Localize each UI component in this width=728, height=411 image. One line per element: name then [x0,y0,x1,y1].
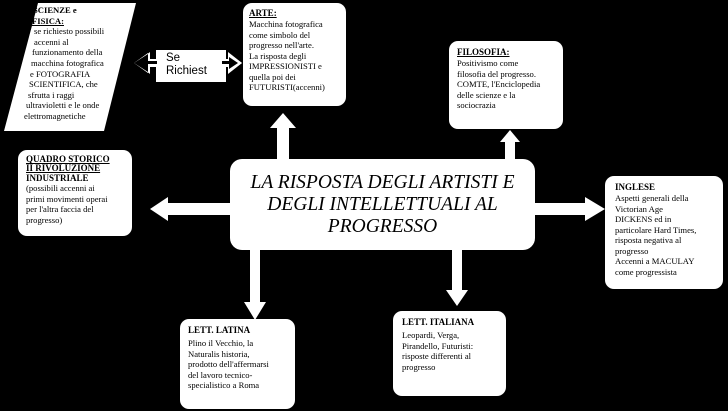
arte-line: quella poi dei [249,71,296,82]
se-richiest-line1: Se [166,52,181,64]
italiana-title: LETT. ITALIANA [402,317,475,327]
arte-title: ARTE: [249,8,277,18]
quadro-line: progresso) [26,215,63,225]
filosofia-line: sociocrazia [457,100,496,111]
quadro-title-line: II RIVOLUZIONE [26,163,101,174]
latina-title: LETT. LATINA [188,325,251,335]
scienze-line: e FOTOGRAFIA [30,68,91,79]
filosofia-title: FILOSOFIA: [457,47,510,57]
se-richiest-label [156,50,226,82]
italiana-box [393,311,506,396]
inglese-line: DICKENS ed in [615,214,672,225]
latina-line: prodotto dell'affermarsi [188,359,269,370]
latina-box [180,319,295,409]
inglese-box [605,176,723,289]
arte-line: La risposta degli [249,50,307,61]
latina-line: del lavoro tecnico- [188,369,253,380]
inglese-line: Aspetti generali della [615,193,689,204]
scienze-box [24,5,135,122]
filosofia-line: Positivismo come [457,58,519,69]
inglese-line: Accenni a MACULAY [615,256,695,267]
filosofia-line: delle scienze e la [457,89,516,100]
quadro-box [18,150,132,236]
scienze-title-1: SCIENZE e [33,5,77,15]
inglese-title: INGLESE [615,182,656,192]
inglese-line: risposta negativa al [615,235,682,246]
arte-line: IMPRESSIONISTI e [249,61,322,72]
arte-line: FUTURISTI(accenni) [249,82,325,93]
scienze-line: ultravioletti e le onde [26,100,100,111]
italiana-line: progresso [402,361,436,372]
inglese-line: come progressista [615,267,677,277]
filosofia-line: COMTE, l'Enciclopedia [457,79,541,90]
quadro-line: (possibili accenni ai [26,183,95,194]
central-topic [230,159,535,250]
arte-line: progresso nell'arte. [249,40,315,51]
italiana-line: risposte differenti al [402,351,472,362]
se-richiest-line2: Richiest [166,65,207,77]
scienze-title-2: FISICA: [32,15,64,26]
scienze-line: SCIENTIFICA, che [29,79,98,90]
inglese-line: progresso [615,245,649,256]
latina-line: Plino il Vecchio, la [188,338,254,349]
quadro-title-line: QUADRO STORICO [26,154,110,164]
filosofia-box [449,41,563,129]
central-topic-title: LA RISPOSTA DEGLI ARTISTI E DEGLI INTELLETTUALI AL PROGRESSO [250,171,515,237]
arte-line: come simbolo del [249,29,311,40]
quadro-title-line: INDUSTRIALE [26,172,89,183]
latina-line: Naturalis historia, [188,348,250,359]
latina-line: specialistico a Roma [188,380,260,391]
inglese-line: particolare Hard Times, [615,224,697,235]
scienze-line: funzionamento della [32,47,103,58]
arte-line: Macchina fotografica [249,19,323,30]
filosofia-line: filosofia del progresso. [457,68,536,79]
italiana-line: Leopardi, Verga, [402,330,460,341]
scienze-line: macchina fotografica [31,57,104,68]
scienze-line: sfrutta i raggi [28,89,75,100]
arte-box [243,3,346,106]
scienze-line: elettromagnetiche [24,110,86,121]
scienze-line: accenni al [34,36,69,47]
scienze-line: se richiesto possibili [34,26,105,37]
quadro-line: per l'altra faccia del [26,204,94,215]
inglese-line: Victorian Age [615,203,663,214]
quadro-line: primi movimenti operai [26,193,108,204]
italiana-line: Pirandello, Futuristi: [402,340,474,351]
